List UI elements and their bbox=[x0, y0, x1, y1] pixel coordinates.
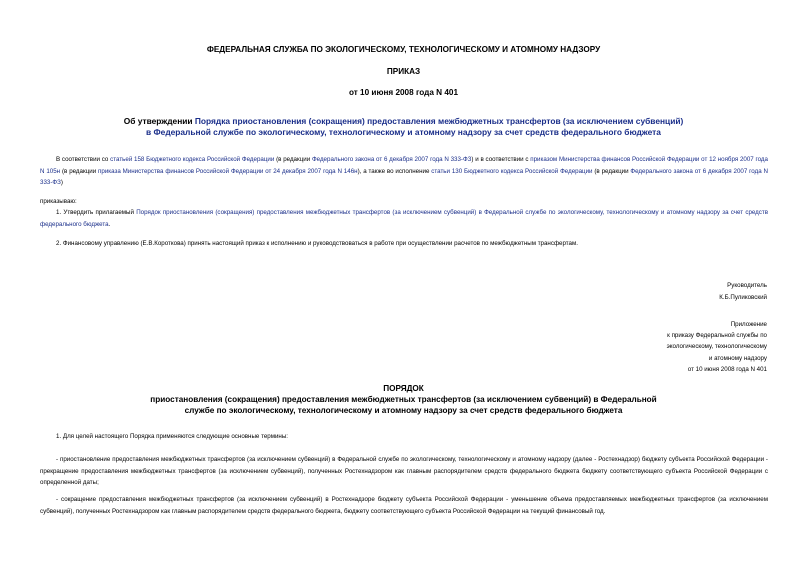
item1-text: 1. Утвердить прилагаемый bbox=[56, 209, 137, 216]
link-minfin-order-146n[interactable]: приказа Министерства финансов Российской Федерации от 24 декабря 2007 года N 146н bbox=[98, 167, 358, 175]
doc-date: от 10 июня 2008 года N 401 bbox=[348, 88, 459, 97]
term-reduction bbox=[40, 494, 768, 517]
term1-text: - приостановление предоставления межбюджетных трансфертов (за исключением субвенций) в Федеральной службе по экологическому, технологическому и атомному надзору (далее - Ростехнадзор) бюджету субъекта Российской Федерации - прекращение предоставления межбюджетных трансфертов (за исключением субвенций), полученных Ростехнадзором как главным распорядителем средств федерального бюджета бюджету соответствующего субъекта Российской Федерации с определенной даты; bbox=[40, 456, 768, 487]
procedure-heading: ПОРЯДОК bbox=[383, 384, 424, 393]
link-budget-code-158[interactable]: статьей 158 Бюджетного кодекса Российской Федерации bbox=[110, 156, 275, 163]
preamble-text: ), а также во исполнение bbox=[357, 167, 432, 175]
link-procedure[interactable]: Порядок приостановления (сокращения) предоставления межбюджетных трансфертов (за исключением субвенций) в Федеральной службе по экологическому, технологическому и атомному надзору за счет средств федерального бюджета bbox=[40, 209, 769, 228]
signature-name: К.Б.Пуликовский bbox=[719, 293, 767, 301]
item2-text: 2. Финансовому управлению (Е.В.Короткова) принять настоящий приказ к исполнению и руководствоваться в работе при осуществлении расчетов по межбюджетным трансфертам. bbox=[56, 240, 578, 247]
procedure-subtitle-1: приостановления (сокращения) предоставления межбюджетных трансфертов (за исключением субвенций) в Федеральной bbox=[150, 395, 657, 404]
link-federal-law-333-b[interactable]: Федерального закона от 6 декабря 2007 года N 333-ФЗ bbox=[40, 167, 768, 187]
appendix-line-5: от 10 июня 2008 года N 401 bbox=[687, 365, 767, 373]
link-budget-code-130[interactable]: статьи 130 Бюджетного кодекса Российской Федерации bbox=[431, 167, 593, 175]
terms-intro-text: 1. Для целей настоящего Порядка применяются следующие основные термины: bbox=[56, 433, 289, 440]
appendix-line-2: к приказу Федеральной службы по bbox=[667, 332, 767, 340]
signature-block bbox=[719, 280, 767, 303]
title-link-2[interactable]: в Федеральной службе по экологическому, технологическому и атомному надзору за счет средств федерального бюджета bbox=[146, 127, 661, 137]
appendix-line-3: экологическому, технологическому bbox=[666, 343, 767, 351]
preamble-text: (в редакции bbox=[60, 167, 99, 175]
title-prefix: Об утверждении bbox=[123, 116, 195, 126]
agency-name: ФЕДЕРАЛЬНАЯ СЛУЖБА ПО ЭКОЛОГИЧЕСКОМУ, ТЕХНОЛОГИЧЕСКОМУ И АТОМНОМУ НАДЗОРУ bbox=[206, 45, 601, 54]
appendix-line-4: и атомному надзору bbox=[708, 354, 767, 362]
terms-intro bbox=[40, 431, 768, 443]
appendix-line-1: Приложение bbox=[730, 321, 767, 328]
procedure-heading-block bbox=[0, 383, 807, 416]
procedure-subtitle-2: службе по экологическому, технологическому и атомному надзору за счет средств федерального бюджета bbox=[184, 406, 623, 415]
signature-position: Руководитель bbox=[727, 282, 767, 289]
preamble-text: ) bbox=[60, 179, 63, 187]
link-minfin-order-105n[interactable]: приказом Министерства финансов Российской Федерации от 12 ноября 2007 года N 105н bbox=[40, 156, 768, 175]
doc-type: ПРИКАЗ bbox=[386, 67, 421, 76]
item1-text: . bbox=[108, 220, 111, 228]
preamble-text: В соответствии со bbox=[56, 156, 111, 163]
order-item-2 bbox=[40, 238, 768, 250]
appendix-block bbox=[667, 319, 767, 375]
preamble-text: (в редакции bbox=[592, 167, 631, 175]
term2-text: - сокращение предоставления межбюджетных трансфертов (за исключением субвенций) в Ростехнадзоре бюджету субъекта Российской Федерации - уменьшение объема предоставляемых межбюджетных трансфертов (за исключением субвенций), полученных Ростехнадзором как главным распорядителем средств федерального бюджета, бюджету соответствующего субъекта Российской Федерации на текущий финансовый год. bbox=[40, 496, 768, 515]
term-suspension bbox=[40, 454, 768, 489]
order-word: приказываю: bbox=[40, 198, 77, 205]
link-federal-law-333[interactable]: Федерального закона от 6 декабря 2007 года N 333-ФЗ bbox=[311, 156, 472, 163]
preamble-text: (в редакции bbox=[274, 156, 312, 163]
title-link-1[interactable]: Порядка приостановления (сокращения) предоставления межбюджетных трансфертов (за исключением субвенций) bbox=[194, 116, 684, 126]
preamble-text: ) и в соответствии с bbox=[471, 156, 531, 163]
preamble bbox=[40, 154, 768, 189]
order-item-1 bbox=[40, 207, 768, 230]
document-title bbox=[40, 116, 767, 138]
